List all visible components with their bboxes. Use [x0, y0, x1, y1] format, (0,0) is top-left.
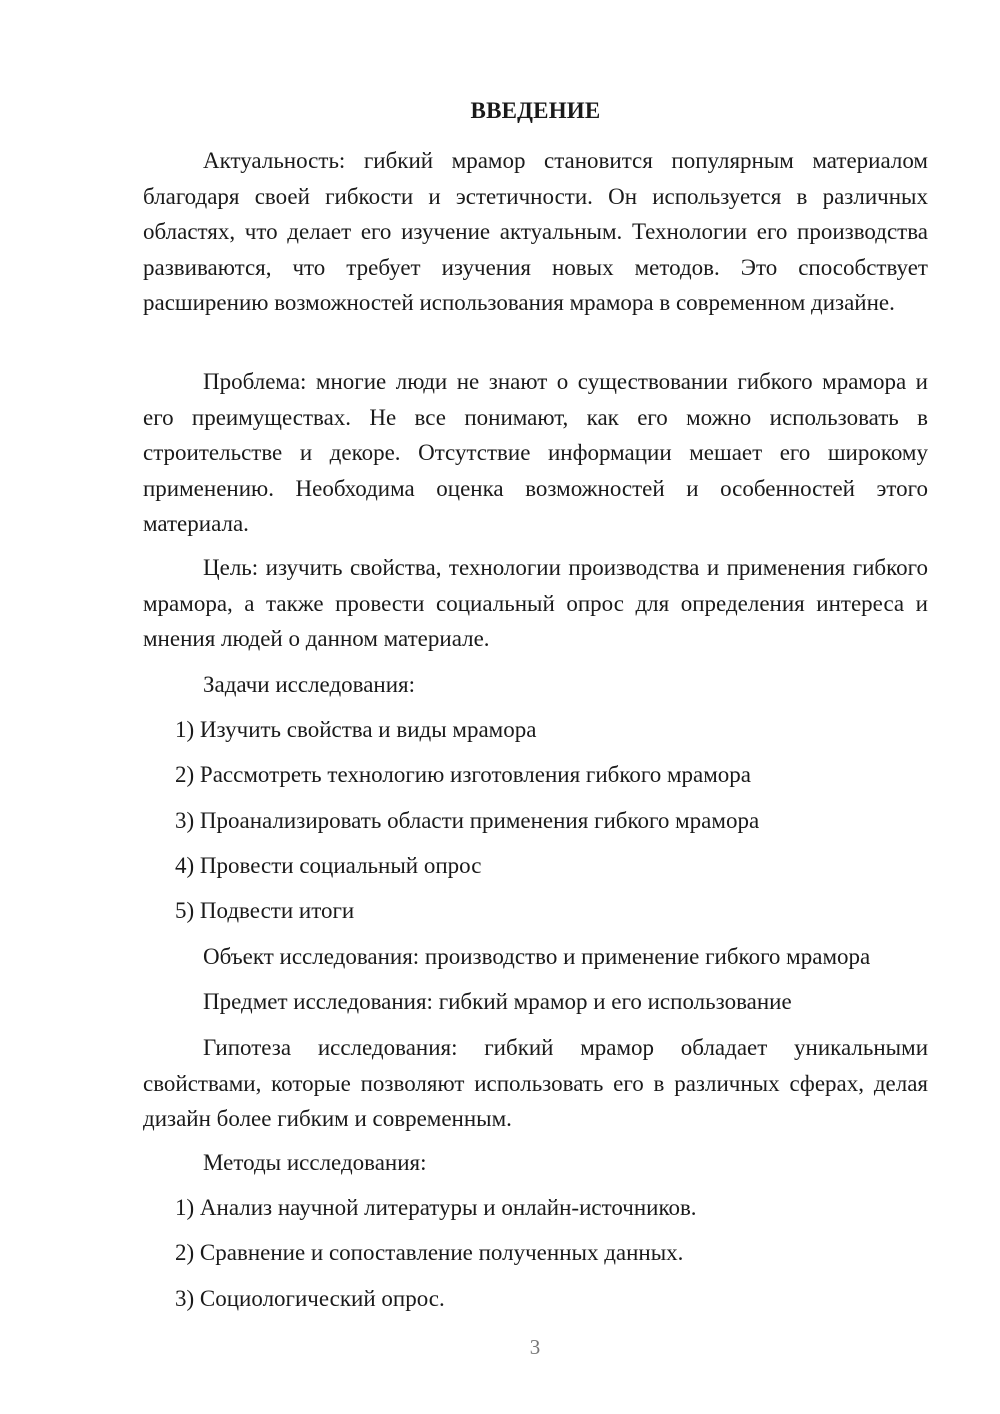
- task-item: 1) Изучить свойства и виды мрамора: [175, 717, 537, 742]
- task-item: 4) Провести социальный опрос: [175, 853, 482, 878]
- tasks-heading: Задачи исследования:: [203, 672, 416, 697]
- relevance-paragraph: Актуальность: гибкий мрамор становится популярным материалом благодаря своей гибкости и эстетичности. Он используется в различных областях, что делает его изучение актуальным. Технологии его производства развиваются, что требует изучения новых методов. Это способствует расширению возможностей использования мрамора в современном дизайне.: [143, 148, 928, 315]
- task-item: 3) Проанализировать области применения гибкого мрамора: [175, 808, 760, 833]
- research-subject: Предмет исследования: гибкий мрамор и его использование: [203, 989, 792, 1014]
- method-item: 1) Анализ научной литературы и онлайн-источников.: [175, 1195, 697, 1220]
- page-title: ВВЕДЕНИЕ: [470, 98, 601, 123]
- hypothesis-paragraph: Гипотеза исследования: гибкий мрамор обладает уникальными свойствами, которые позволяют использовать его в различных сферах, делая дизайн более гибким и современным.: [143, 1035, 928, 1131]
- task-item: 5) Подвести итоги: [175, 898, 355, 923]
- goal-paragraph: Цель: изучить свойства, технологии производства и применения гибкого мрамора, а также провести социальный опрос для определения интереса и мнения людей о данном материале.: [143, 555, 928, 651]
- problem-paragraph: Проблема: многие люди не знают о существовании гибкого мрамора и его преимуществах. Не все понимают, как его можно использовать в строительстве и декоре. Отсутствие информации мешает его широкому применению. Необходима оценка возможностей и особенностей этого материала.: [143, 369, 928, 536]
- page-number: 3: [529, 1335, 541, 1359]
- method-item: 3) Социологический опрос.: [175, 1286, 445, 1311]
- research-object: Объект исследования: производство и применение гибкого мрамора: [203, 944, 871, 969]
- method-item: 2) Сравнение и сопоставление полученных данных.: [175, 1240, 684, 1265]
- methods-heading: Методы исследования:: [203, 1150, 427, 1175]
- task-item: 2) Рассмотреть технологию изготовления гибкого мрамора: [175, 762, 751, 787]
